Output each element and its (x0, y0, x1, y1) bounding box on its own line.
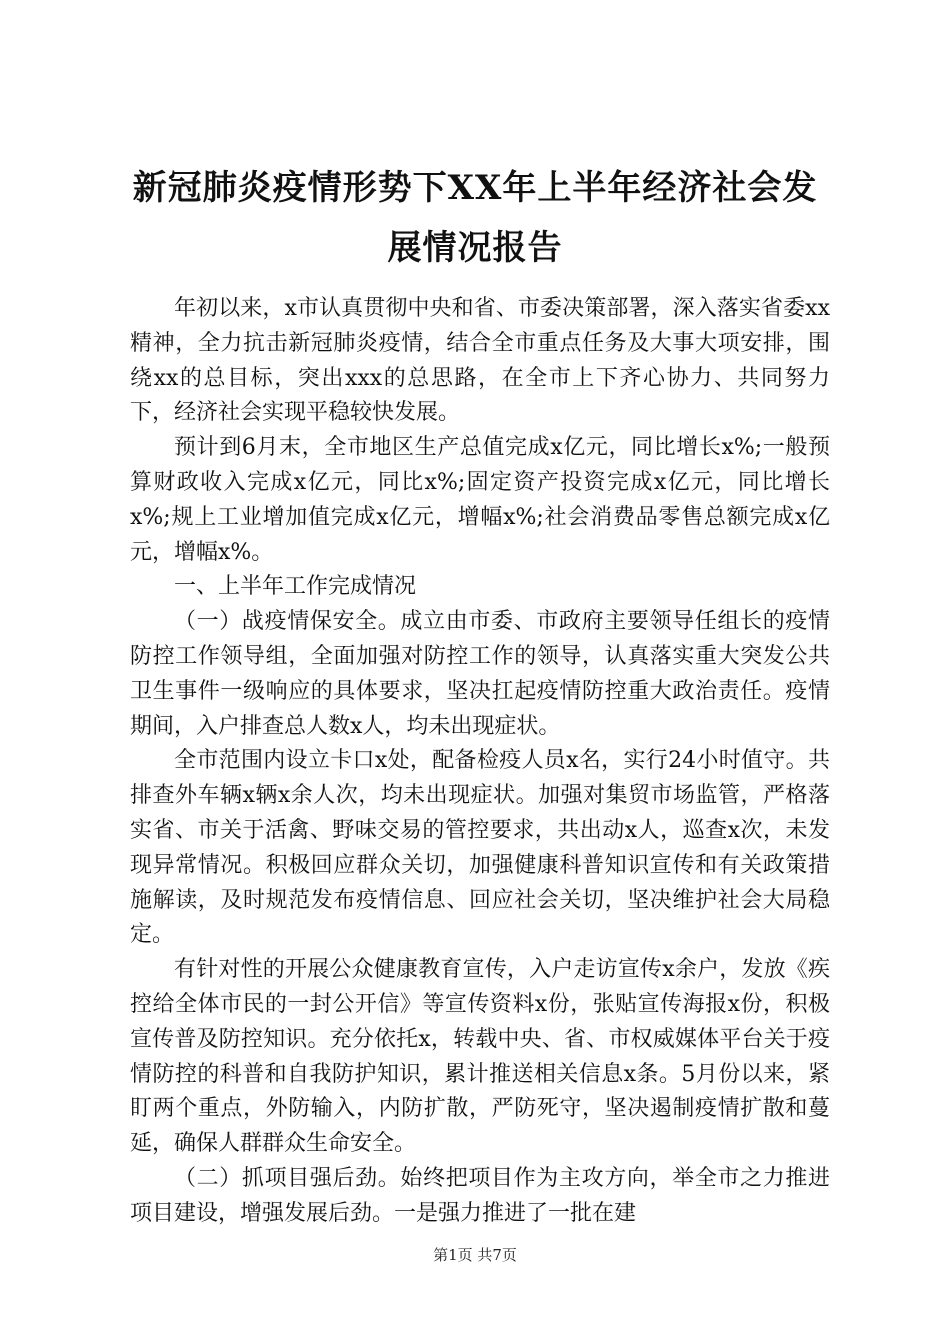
document-title-line-1: 新冠肺炎疫情形势下XX年上半年经济社会发 (132, 168, 818, 208)
paragraph-intro: 年初以来，x市认真贯彻中央和省、市委决策部署，深入落实省委xx精神，全力抗击新冠肺炎疫情，结合全市重点任务及大事大项安排，围绕xx的总目标，突出xxx的总思路，在全市上下齐心协力、共同努力下，经济社会实现平稳较快发展。 (130, 296, 830, 426)
section-heading: 一、上半年工作完成情况 (174, 574, 417, 600)
paragraph-projects: （二）抓项目强后劲。始终把项目作为主攻方向，举全市之力推进项目建设，增强发展后劲。一是强力推进了一批在建 (130, 1165, 830, 1226)
paragraph-epidemic-control: （一）战疫情保安全。成立由市委、市政府主要领导任组长的疫情防控工作领导组，全面加强对防控工作的领导，认真落实重大突发公共卫生事件一级响应的具体要求，坚决扛起疫情防控重大政治责任。疫情期间，入户排查总人数x人，均未出现症状。 (130, 609, 830, 739)
paragraph-health-education: 有针对性的开展公众健康教育宣传，入户走访宣传x余户，发放《疾控给全体市民的一封公开信》等宣传资料x份，张贴宣传海报x份，积极宣传普及防控知识。充分依托x，转载中央、省、市权威媒体平台关于疫情防控的科普和自我防护知识，累计推送相关信息x条。5月份以来，紧盯两个重点，外防输入，内防扩散，严防死守，坚决遏制疫情扩散和蔓延，确保人群群众生命安全。 (130, 957, 830, 1157)
paragraph-forecast: 预计到6月末，全市地区生产总值完成x亿元，同比增长x%;一般预算财政收入完成x亿元，同比x%;固定资产投资完成x亿元，同比增长x%;规上工业增加值完成x亿元，增幅x%;社会消费品零售总额完成x亿元，增幅x%。 (130, 435, 830, 565)
document-body (130, 292, 830, 1232)
page-number-footer: 第1页 共7页 (433, 1246, 517, 1264)
paragraph-checkpoints: 全市范围内设立卡口x处，配备检疫人员x名，实行24小时值守。共排查外车辆x辆x余人次，均未出现症状。加强对集贸市场监管，严格落实省、市关于活禽、野味交易的管控要求，共出动x人，巡查x次，未发现异常情况。积极回应群众关切，加强健康科普知识宣传和有关政策措施解读，及时规范发布疫情信息、回应社会关切，坚决维护社会大局稳定。 (130, 748, 830, 948)
document-title-line-2: 展情况报告 (387, 228, 563, 268)
